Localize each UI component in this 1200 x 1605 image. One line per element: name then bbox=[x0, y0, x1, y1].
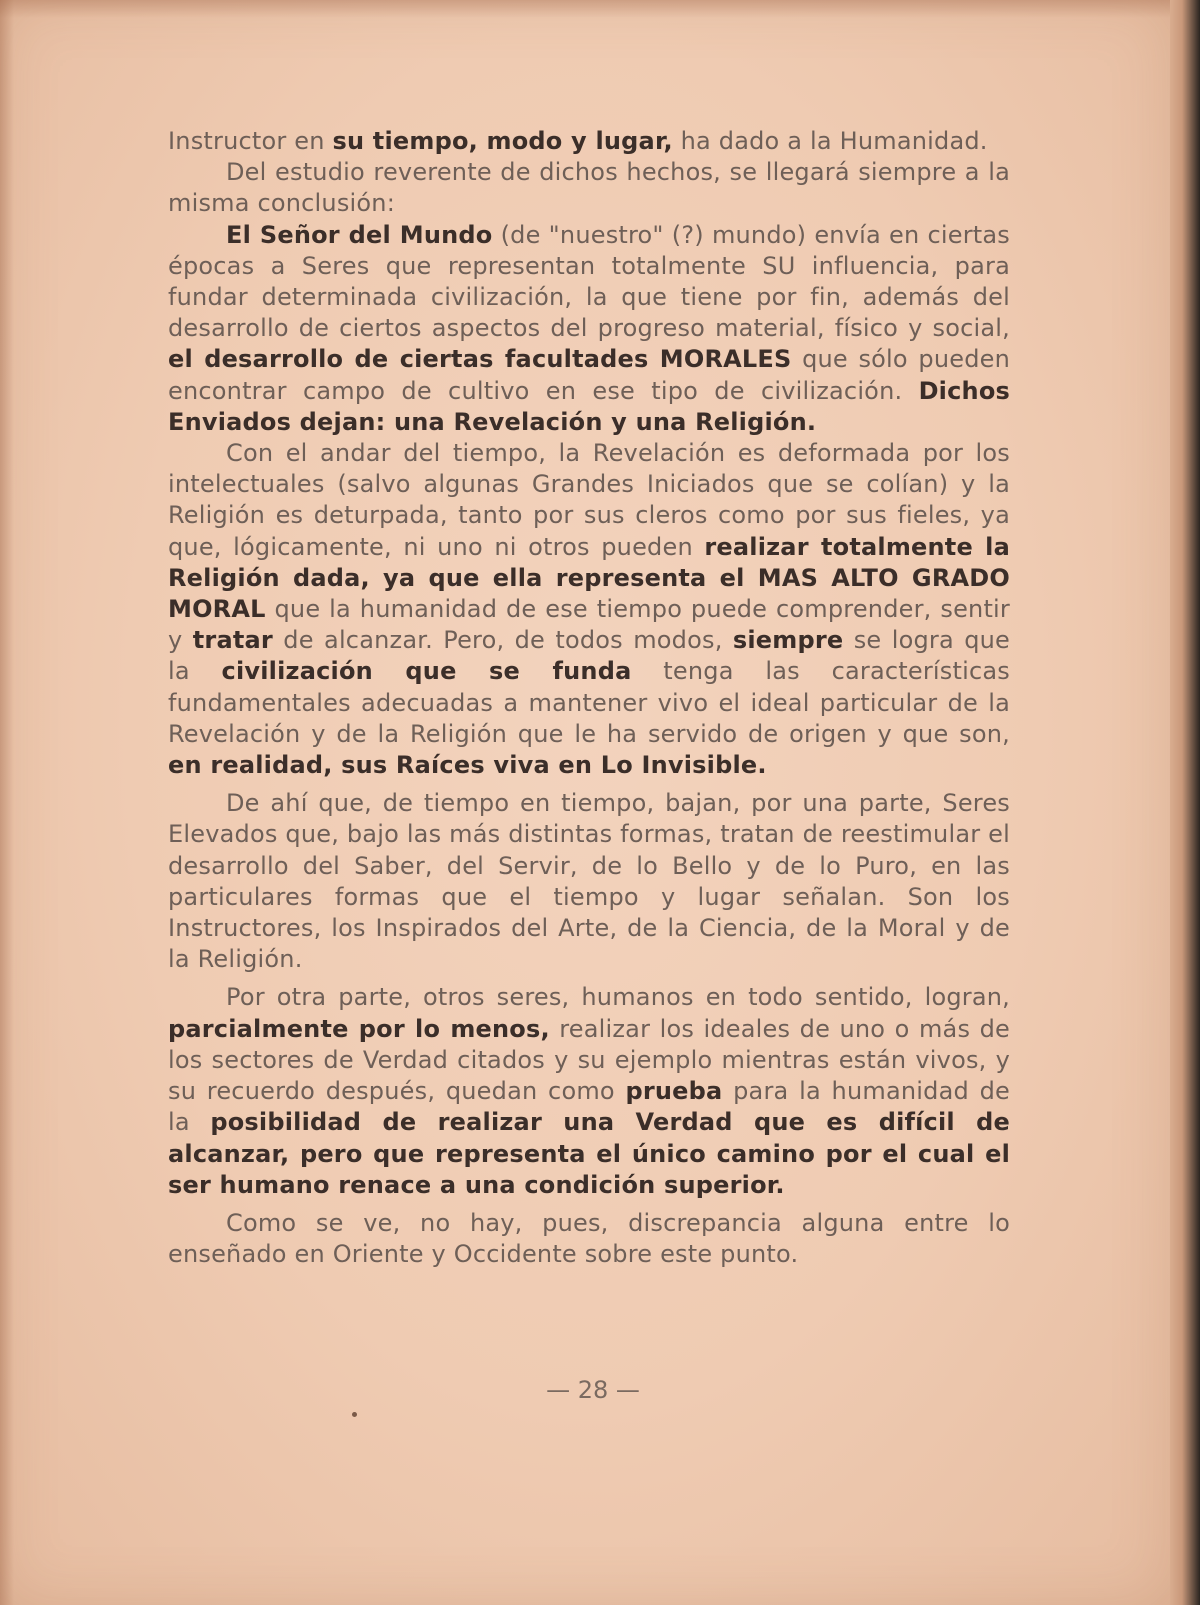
text: Como se ve, no hay, pues, discrepancia alguna entre lo enseñado en Oriente y Occidente sobre este punto. bbox=[168, 1208, 1010, 1269]
page-left-shadow bbox=[0, 0, 14, 1605]
page-top-shadow bbox=[0, 0, 1170, 18]
text: Con el andar del tiempo, la Revelación es deformada por los intelectuales (salvo algunas Grandes Iniciados que se colían) y la Religión es deturpada, tanto por sus cleros como por sus fieles, ya que, lógicamente, ni uno ni otros pueden bbox=[168, 439, 1010, 561]
paragraph bbox=[168, 438, 1010, 781]
bold-text: siempre bbox=[732, 626, 844, 655]
bold-text: posibilidad de realizar una Verdad que es difícil de alcanzar, pero que representa el único camino por el cual el ser humano renace a una condición superior. bbox=[168, 1108, 1011, 1199]
text: Del estudio reverente de dichos hechos, se llegará siempre a la misma conclusión: bbox=[168, 158, 1010, 218]
bold-text: el desarrollo de ciertas facultades MORALES bbox=[168, 345, 792, 374]
text: se logra que la bbox=[168, 626, 1010, 686]
book-spine-edge bbox=[1170, 0, 1200, 1605]
text: realizar los ideales de uno o más de los sectores de Verdad citados y su ejemplo mientras están vivos, y su recuerdo después, quedan como bbox=[168, 1014, 1010, 1106]
bold-text: en realidad, sus Raíces viva en Lo Invisible. bbox=[168, 751, 767, 780]
paragraph bbox=[168, 982, 1010, 1200]
paragraph bbox=[168, 157, 1010, 219]
paragraph bbox=[168, 788, 1010, 975]
page-number: — 28 — bbox=[546, 1376, 640, 1404]
paragraph bbox=[168, 1208, 1010, 1270]
text: Por otra parte, otros seres, humanos en todo sentido, logran, bbox=[226, 983, 1010, 1012]
paragraph bbox=[168, 126, 1010, 157]
bold-text: prueba bbox=[625, 1077, 723, 1106]
text: de alcanzar. Pero, de todos modos, bbox=[272, 626, 733, 655]
bold-text: Dichos Enviados dejan: una Revelación y una Religión. bbox=[168, 376, 1010, 436]
bold-text: parcialmente por lo menos, bbox=[168, 1014, 550, 1043]
bold-text: su tiempo, modo y lugar, bbox=[332, 127, 673, 155]
text: que sólo pueden encontrar campo de cultivo en ese tipo de civilización. bbox=[168, 345, 1011, 405]
text: De ahí que, de tiempo en tiempo, bajan, por una parte, Seres Elevados que, bajo las más distintas formas, tratan de reestimular el desarrollo del Saber, del Servir, de lo Bello y de lo Puro, en las particulares formas que el tiempo y lugar señalan. Son los Instructores, los Inspirados del Arte, de la Ciencia, de la Moral y de la Religión. bbox=[168, 789, 1010, 974]
paragraph bbox=[168, 220, 1010, 438]
ink-speck bbox=[352, 1412, 357, 1417]
body-text bbox=[168, 126, 1010, 1270]
text: para la humanidad de la bbox=[168, 1077, 1010, 1137]
text: que la humanidad de ese tiempo puede comprender, sentir y bbox=[168, 595, 1010, 655]
bold-text: El Señor del Mundo bbox=[226, 220, 493, 249]
text: Instructor en bbox=[168, 127, 333, 155]
bold-text: civilización que se funda bbox=[221, 657, 632, 686]
text: (de "nuestro" (?) mundo) envía en ciertas épocas a Seres que representan totalmente SU influencia, para fundar determinada civilización, la que tiene por fin, además del desarrollo de ciertos aspectos del progreso material, físico y social, bbox=[168, 220, 1010, 343]
bold-text: realizar totalmente la Religión dada, ya que ella representa el MAS ALTO GRADO MORAL bbox=[168, 532, 1010, 624]
text: tenga las características fundamentales adecuadas a mantener vivo el ideal particular de la Revelación y de la Religión que le ha servido de origen y que son, bbox=[168, 657, 1010, 748]
bold-text: tratar bbox=[192, 626, 273, 655]
text: ha dado a la Humanidad. bbox=[672, 127, 988, 155]
